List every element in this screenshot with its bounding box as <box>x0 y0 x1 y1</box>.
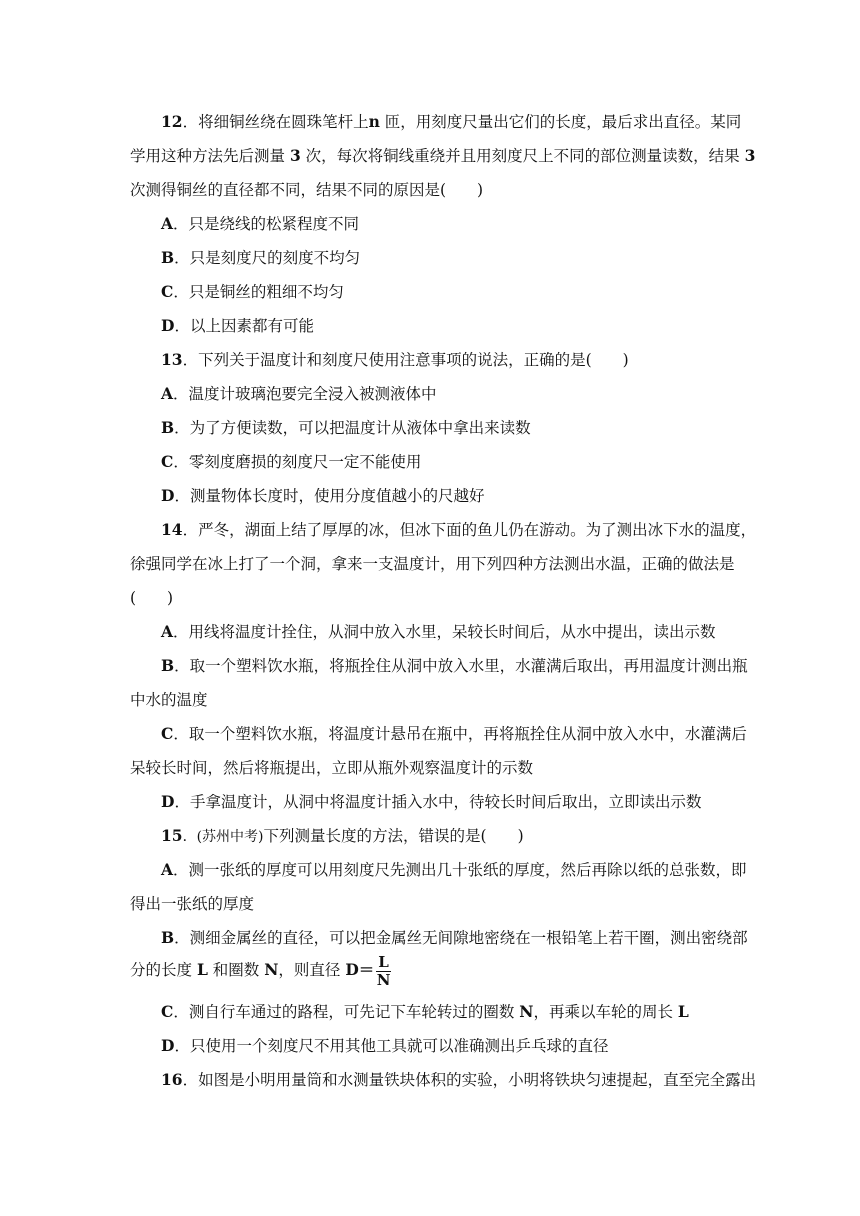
q14-line-1: 14．严冬，湖面上结了厚厚的冰，但冰下面的鱼儿仍在游动。为了测出冰下水的温度， <box>161 520 757 539</box>
q12-line-2: 学用这种方法先后测量 3 次，每次将铜线重绕并且用刻度尺上不同的部位测量读数，结果 3 <box>130 146 756 165</box>
q14-option-c-line-1: C．取一个塑料饮水瓶，将温度计悬吊在瓶中，再将瓶拴住从洞中放入水中，水灌满后 <box>161 724 747 743</box>
q14-option-d: D．手拿温度计，从洞中将温度计插入水中，待较长时间后取出，立即读出示数 <box>161 792 702 811</box>
q12-number: 12 <box>161 112 183 131</box>
q16-number: 16 <box>161 1070 183 1089</box>
q15-line-1: 15．(苏州中考)下列测量长度的方法，错误的是( ) <box>161 826 524 845</box>
q12-line-1: 12．将细铜丝绕在圆珠笔杆上n 匝，用刻度尺量出它们的长度，最后求出直径。某同 <box>161 112 742 131</box>
q14-option-b-line-1: B．取一个塑料饮水瓶，将瓶拴住从洞中放入水里，水灌满后取出，再用温度计测出瓶 <box>161 656 748 675</box>
q14-line-2: 徐强同学在冰上打了一个洞，拿来一支温度计，用下列四种方法测出水温，正确的做法是 <box>130 555 735 573</box>
q15-number: 15 <box>161 826 183 845</box>
q12-option-d: D．以上因素都有可能 <box>161 316 314 335</box>
q13-option-b: B．为了方便读数，可以把温度计从液体中拿出来读数 <box>161 418 531 437</box>
q15-option-d: D．只使用一个刻度尺不用其他工具就可以准确测出乒乓球的直径 <box>161 1036 609 1055</box>
q15-option-a-line-2: 得出一张纸的厚度 <box>130 895 255 913</box>
q12-line-3: 次测得铜丝的直径都不同，结果不同的原因是( ) <box>130 181 484 199</box>
q15-option-b-line-1: B．测细金属丝的直径，可以把金属丝无间隙地密绕在一根铅笔上若干圈，测出密绕部 <box>161 928 748 947</box>
q15-option-a-line-1: A．测一张纸的厚度可以用刻度尺先测出几十张纸的厚度，然后再除以纸的总张数，即 <box>161 860 747 879</box>
q13-number: 13 <box>161 350 183 369</box>
q14-option-b-line-2: 中水的温度 <box>130 691 208 709</box>
q13-option-a: A．温度计玻璃泡要完全浸入被测液体中 <box>161 384 437 403</box>
q13-option-c: C．零刻度磨损的刻度尺一定不能使用 <box>161 452 422 471</box>
q16-line-1: 16．如图是小明用量筒和水测量铁块体积的实验，小明将铁块匀速提起，直至完全露出 <box>161 1070 757 1089</box>
q13-line-1: 13．下列关于温度计和刻度尺使用注意事项的说法，正确的是( ) <box>161 350 629 369</box>
q15-option-c: C．测自行车通过的路程，可先记下车轮转过的圈数 N，再乘以车轮的周长 L <box>161 1002 689 1021</box>
q12-option-c: C．只是铜丝的粗细不均匀 <box>161 282 344 301</box>
q15-option-b-line-2: 分的长度 L 和圈数 N，则直径 D＝ $\frac{L}{N}$ <box>130 952 391 989</box>
q14-option-c-line-2: 呆较长时间，然后将瓶提出，立即从瓶外观察温度计的示数 <box>130 759 534 777</box>
q12-option-b: B．只是刻度尺的刻度不均匀 <box>161 248 361 267</box>
q12-option-a: A．只是绕线的松紧程度不同 <box>161 214 360 233</box>
q14-number: 14 <box>161 520 183 539</box>
fraction-l-over-n: $\frac{L}{N}$ <box>376 952 391 989</box>
q14-line-3: ( ) <box>130 589 174 607</box>
q14-option-a: A．用线将温度计拴住，从洞中放入水里，呆较长时间后，从水中提出，读出示数 <box>161 622 716 641</box>
q13-option-d: D．测量物体长度时，使用分度值越小的尺越好 <box>161 486 485 505</box>
